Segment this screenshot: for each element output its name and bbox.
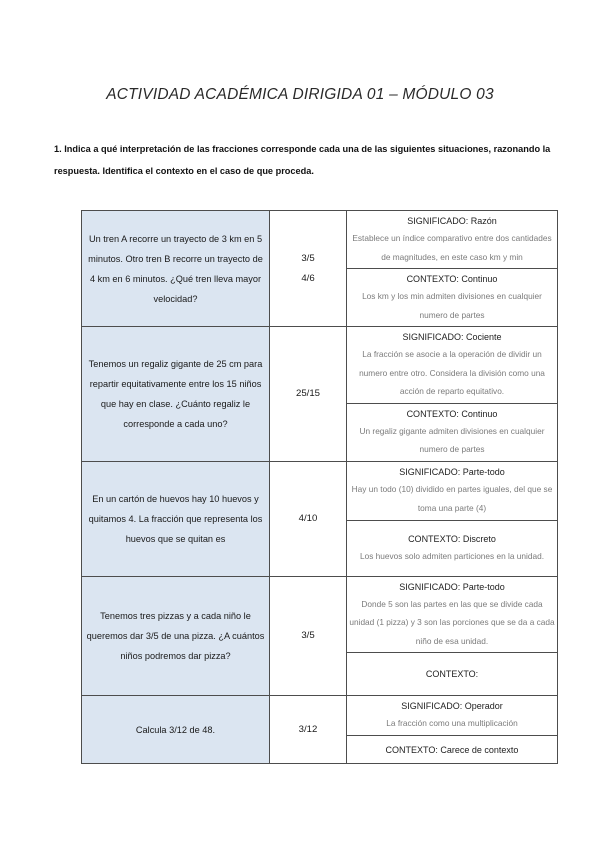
meaning-label: SIGNIFICADO: Parte-todo: [399, 581, 505, 592]
situation-cell: En un cartón de huevos hay 10 huevos y quitamos 4. La fracción que representa los huevos que se quitan es: [82, 461, 270, 576]
context-description: Los km y los min admiten divisiones en cualquier numero de partes: [362, 291, 542, 320]
fraction-cell: [270, 576, 347, 696]
context-label: CONTEXTO: Carece de contexto: [385, 744, 519, 755]
context-cell: [347, 736, 558, 764]
meaning-description: Hay un todo (10) dividido en partes iguales, del que se toma una parte (4): [351, 484, 553, 513]
meaning-cell: [347, 461, 558, 520]
fraction-value: 3/5: [301, 629, 315, 641]
meaning-cell: [347, 696, 558, 736]
context-description: Un regaliz gigante admiten divisiones en cualquier numero de partes: [359, 425, 545, 454]
meaning-cell: [347, 576, 558, 653]
context-label: CONTEXTO: Continuo: [406, 274, 498, 284]
meaning-label: SIGNIFICADO: Razón: [407, 216, 497, 226]
meaning-description: Establece un índice comparativo entre dos cantidades de magnitudes, en este caso km y min: [352, 233, 552, 262]
situation-cell: Calcula 3/12 de 48.: [82, 696, 270, 764]
meaning-cell: [347, 211, 558, 269]
context-cell: [347, 269, 558, 327]
situation-cell: Tenemos tres pizzas y a cada niño le queremos dar 3/5 de una pizza. ¿A cuántos niños podremos dar pizza?: [82, 576, 270, 696]
fractions-table: [81, 210, 558, 764]
meaning-description: Donde 5 son las partes en las que se divide cada unidad (1 pizza) y 3 son las porciones que se da a cada niño de esa unidad.: [349, 598, 555, 646]
meaning-cell: [347, 327, 558, 404]
context-label: CONTEXTO: Discreto: [408, 533, 496, 544]
meaning-description: La fracción como una multiplicación: [386, 718, 518, 729]
fraction-cell: [270, 461, 347, 576]
situation-cell: Un tren A recorre un trayecto de 3 km en 5 minutos. Otro tren B recorre un trayecto de 4 km en 6 minutos. ¿Qué tren lleva mayor velocidad?: [82, 211, 270, 327]
meaning-description: La fracción se asocie a la operación de dividir un numero entre otro. Considera la división como una acción de reparto equitativo.: [359, 349, 545, 396]
context-cell: [347, 520, 558, 576]
meaning-label: SIGNIFICADO: Cociente: [402, 332, 502, 342]
document-title: ACTIVIDAD ACADÉMICA DIRIGIDA 01 – MÓDULO 03: [106, 86, 494, 103]
situation-cell: Tenemos un regaliz gigante de 25 cm para repartir equitativamente entre los 15 niños que hay en clase. ¿Cuánto regaliz le corresponde a cada uno?: [82, 327, 270, 462]
context-cell: [347, 403, 558, 461]
meaning-label: SIGNIFICADO: Parte-todo: [399, 467, 505, 477]
fraction-value: 4/6: [301, 272, 315, 284]
context-label: CONTEXTO: Continuo: [406, 408, 498, 419]
context-cell: [347, 653, 558, 696]
context-description: Los huevos solo admiten particiones en la unidad.: [359, 550, 545, 561]
fraction-value: 3/12: [298, 723, 318, 735]
question-statement: 1. Indica a qué interpretación de las fracciones corresponde cada una de las siguientes situaciones, razonando la respuesta. Identifica el contexto en el caso de que proceda.: [54, 144, 551, 176]
fraction-cell: [270, 211, 347, 327]
fraction-value: 4/10: [298, 512, 318, 524]
meaning-label: SIGNIFICADO: Operador: [401, 701, 503, 712]
fraction-value: 25/15: [295, 387, 320, 399]
context-label: CONTEXTO:: [425, 669, 479, 679]
fraction-value: 3/5: [301, 252, 315, 264]
fraction-cell: [270, 327, 347, 462]
fraction-cell: [270, 696, 347, 764]
